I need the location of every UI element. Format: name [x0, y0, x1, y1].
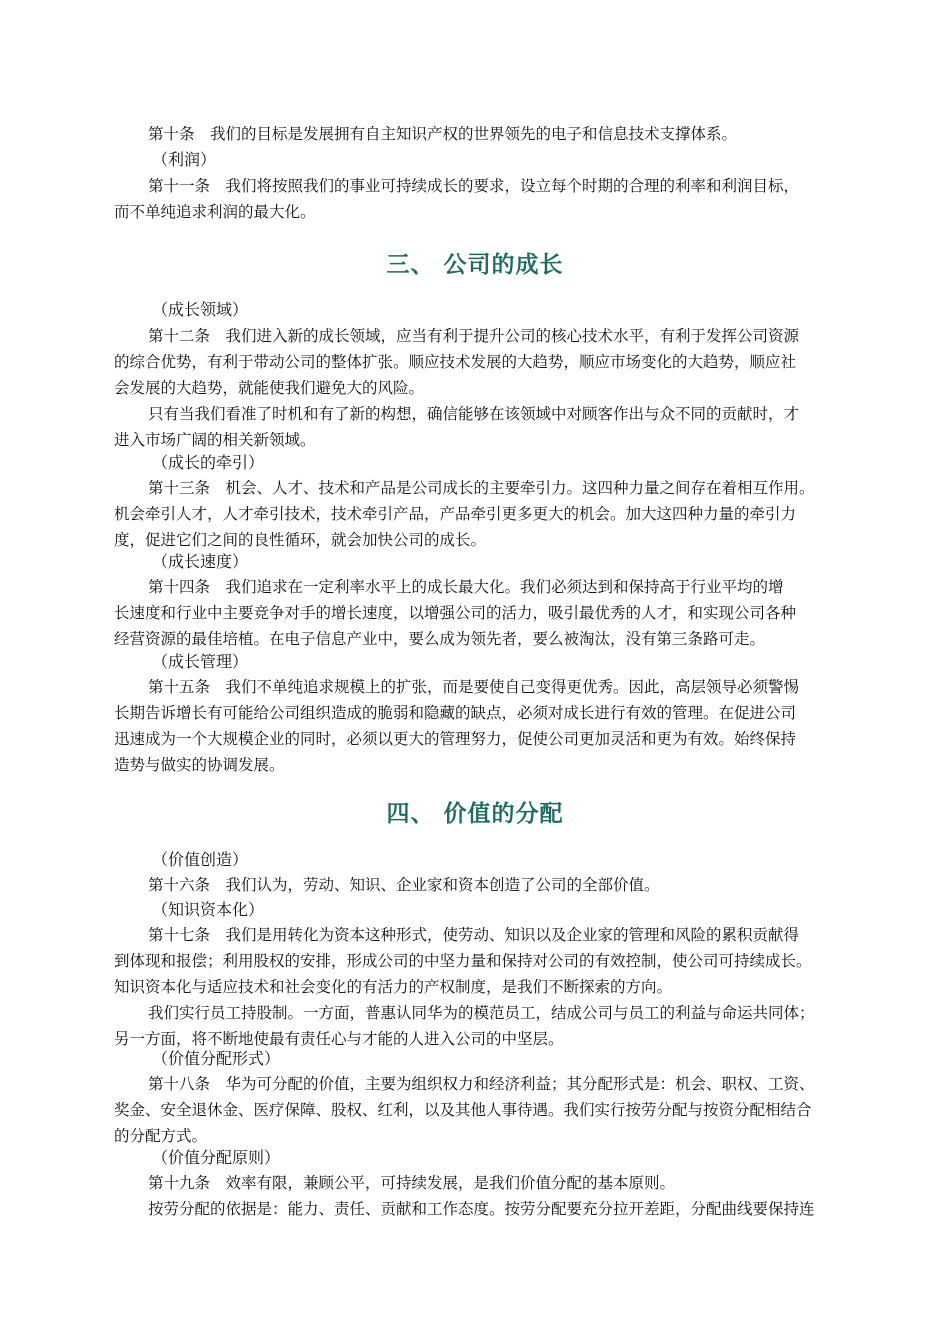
article-15-line-2: 长期告诉增长有可能给公司组织造成的脆弱和隐藏的缺点，必须对成长进行有效的管理。在促进公司 — [114, 704, 797, 722]
article-18-line-3: 的分配方式。 — [114, 1127, 208, 1145]
article-19 — [114, 1170, 844, 1222]
article-17-line-2: 到体现和报偿；利用股权的安排，形成公司的中坚力量和保持对公司的有效控制，使公司可持续成长。 — [114, 952, 812, 970]
article-10-text: 第十条 我们的目标是发展拥有自主知识产权的世界领先的电子和信息技术支撑体系。 — [148, 125, 738, 143]
subheading-knowledge-capitalization: （知识资本化） — [152, 900, 265, 919]
article-14 — [114, 574, 844, 652]
article-18 — [114, 1071, 844, 1149]
article-11-line-2: 而不单纯追求利润的最大化。 — [114, 203, 316, 221]
subheading-value-creation: （价值创造） — [152, 850, 249, 869]
article-19-text: 第十九条 效率有限，兼顾公平，可持续发展，是我们价值分配的基本原则。 — [148, 1174, 676, 1192]
article-13 — [114, 475, 844, 553]
article-15 — [114, 674, 844, 778]
article-12 — [114, 323, 844, 453]
section-4-title: 四、 价值的分配 — [386, 800, 564, 827]
article-18-line-1: 第十八条 华为可分配的价值，主要为组织权力和经济利益；其分配形式是：机会、职权、工资、 — [148, 1075, 815, 1093]
article-16-text: 第十六条 我们认为，劳动、知识、企业家和资本创造了公司的全部价值。 — [148, 876, 660, 894]
article-10 — [114, 121, 844, 147]
subheading-distribution-principle: （价值分配原则） — [152, 1148, 281, 1167]
article-15-line-1: 第十五条 我们不单纯追求规模上的扩张，而是要使自己变得更优秀。因此，高层领导必须警惕 — [148, 678, 800, 696]
subheading-growth-management: （成长管理） — [152, 652, 249, 671]
paragraph-esop-line-1: 我们实行员工持股制。一方面，普惠认同华为的模范员工，结成公司与员工的利益与命运共同体； — [148, 1004, 815, 1022]
paragraph-new-field-line-1: 只有当我们看准了时机和有了新的构想，确信能够在该领域中对顾客作出与众不同的贡献时，才 — [148, 405, 800, 423]
article-14-line-1: 第十四条 我们追求在一定利率水平上的成长最大化。我们必须达到和保持高于行业平均的增 — [148, 578, 784, 596]
article-12-line-2: 的综合优势，有利于带动公司的整体扩张。顺应技术发展的大趋势，顺应市场变化的大趋势，顺应社 — [114, 353, 797, 371]
article-11 — [114, 173, 844, 225]
article-11-line-1: 第十一条 我们将按照我们的事业可持续成长的要求，设立每个时期的合理的利率和利润目标， — [148, 177, 800, 195]
subheading-distribution-form: （价值分配形式） — [152, 1049, 281, 1068]
subheading-growth-traction: （成长的牵引） — [152, 453, 265, 472]
article-12-line-1: 第十二条 我们进入新的成长领域，应当有利于提升公司的核心技术水平，有利于发挥公司资源 — [148, 327, 800, 345]
article-17 — [114, 922, 844, 1052]
article-12-line-3: 会发展的大趋势，就能使我们避免大的风险。 — [114, 379, 425, 397]
article-14-line-2: 长速度和行业中主要竞争对手的增长速度，以增强公司的活力，吸引最优秀的人才，和实现公司各种 — [114, 604, 797, 622]
subheading-growth-area: （成长领域） — [152, 300, 249, 319]
article-14-line-3: 经营资源的最佳培植。在电子信息产业中，要么成为领先者，要么被淘汰，没有第三条路可走。 — [114, 630, 766, 648]
article-15-line-4: 造势与做实的协调发展。 — [114, 756, 285, 774]
paragraph-distribution-basis-line-1: 按劳分配的依据是：能力、责任、贡献和工作态度。按劳分配要充分拉开差距，分配曲线要保持连 — [148, 1200, 815, 1218]
paragraph-new-field-line-2: 进入市场广阔的相关新领域。 — [114, 431, 316, 449]
article-17-line-3: 知识资本化与适应技术和社会变化的有活力的产权制度，是我们不断探索的方向。 — [114, 978, 673, 996]
article-17-line-1: 第十七条 我们是用转化为资本这种形式，使劳动、知识以及企业家的管理和风险的累积贡献得 — [148, 926, 800, 944]
article-16 — [114, 872, 844, 898]
section-3-title: 三、 公司的成长 — [386, 251, 564, 278]
article-13-line-2: 机会牵引人才，人才牵引技术，技术牵引产品，产品牵引更多更大的机会。加大这四种力量的牵引力 — [114, 505, 797, 523]
article-18-line-2: 奖金、安全退休金、医疗保障、股权、红利，以及其他人事待遇。我们实行按劳分配与按资分配相结合 — [114, 1101, 812, 1119]
subheading-profit: （利润） — [152, 150, 217, 169]
subheading-growth-speed: （成长速度） — [152, 552, 249, 571]
article-15-line-3: 迅速成为一个大规模企业的同时，必须以更大的管理努力，促使公司更加灵活和更为有效。始终保持 — [114, 730, 797, 748]
paragraph-esop-line-2: 另一方面，将不断地使最有责任心与才能的人进入公司的中坚层。 — [114, 1030, 564, 1048]
article-13-line-3: 度，促进它们之间的良性循环，就会加快公司的成长。 — [114, 531, 487, 549]
article-13-line-1: 第十三条 机会、人才、技术和产品是公司成长的主要牵引力。这四种力量之间存在着相互作用。 — [148, 479, 815, 497]
